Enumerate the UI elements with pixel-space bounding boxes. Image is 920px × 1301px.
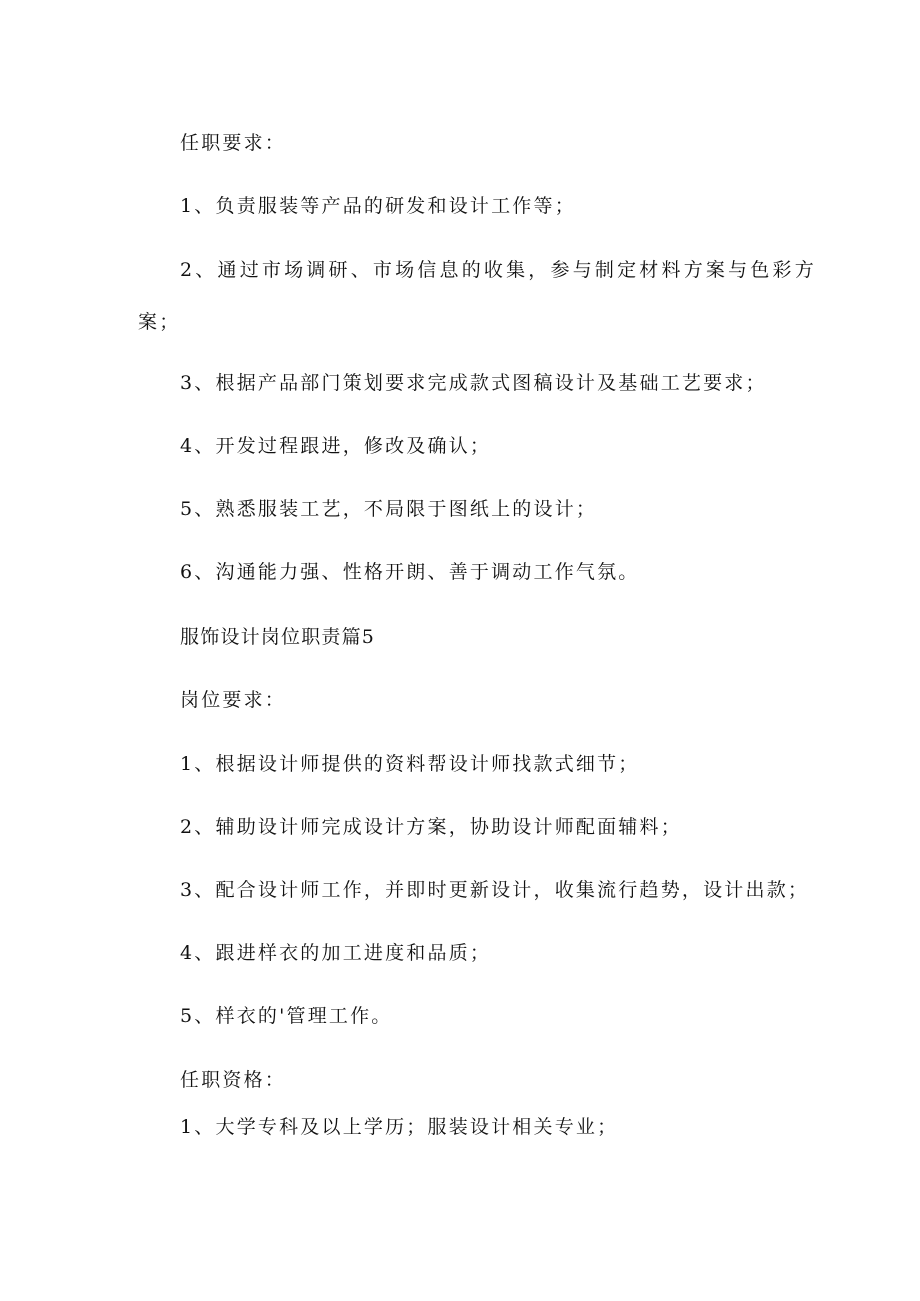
qualification-item-1: 1、大学专科及以上学历；服装设计相关专业； — [180, 1116, 619, 1138]
job-requirement-item-3: 3、配合设计师工作，并即时更新设计，收集流行趋势，设计出款； — [180, 879, 810, 901]
requirement-item-5: 5、熟悉服装工艺，不局限于图纸上的设计； — [180, 498, 598, 520]
requirement-item-6: 6、沟通能力强、性格开朗、善于调动工作气氛。 — [180, 561, 640, 583]
requirement-item-3: 3、根据产品部门策划要求完成款式图稿设计及基础工艺要求； — [180, 372, 767, 394]
requirement-item-2: 2、通过市场调研、市场信息的收集，参与制定材料方案与色彩方 — [180, 259, 817, 281]
section-heading-job-requirements: 岗位要求： — [180, 689, 287, 711]
requirement-item-2-continued: 案； — [138, 311, 181, 333]
section-heading-requirements: 任职要求： — [180, 132, 287, 154]
article-section-title: 服饰设计岗位职责篇5 — [180, 626, 376, 648]
requirement-item-4: 4、开发过程跟进，修改及确认； — [180, 435, 492, 457]
section-heading-qualifications: 任职资格： — [180, 1069, 287, 1091]
requirement-item-1: 1、负责服装等产品的研发和设计工作等； — [180, 195, 576, 217]
job-requirement-item-2: 2、辅助设计师完成设计方案，协助设计师配面辅料； — [180, 816, 682, 838]
job-requirement-item-4: 4、跟进样衣的加工进度和品质； — [180, 942, 492, 964]
job-requirement-item-5: 5、样衣的'管理工作。 — [180, 1005, 393, 1027]
job-requirement-item-1: 1、根据设计师提供的资料帮设计师找款式细节； — [180, 753, 640, 775]
